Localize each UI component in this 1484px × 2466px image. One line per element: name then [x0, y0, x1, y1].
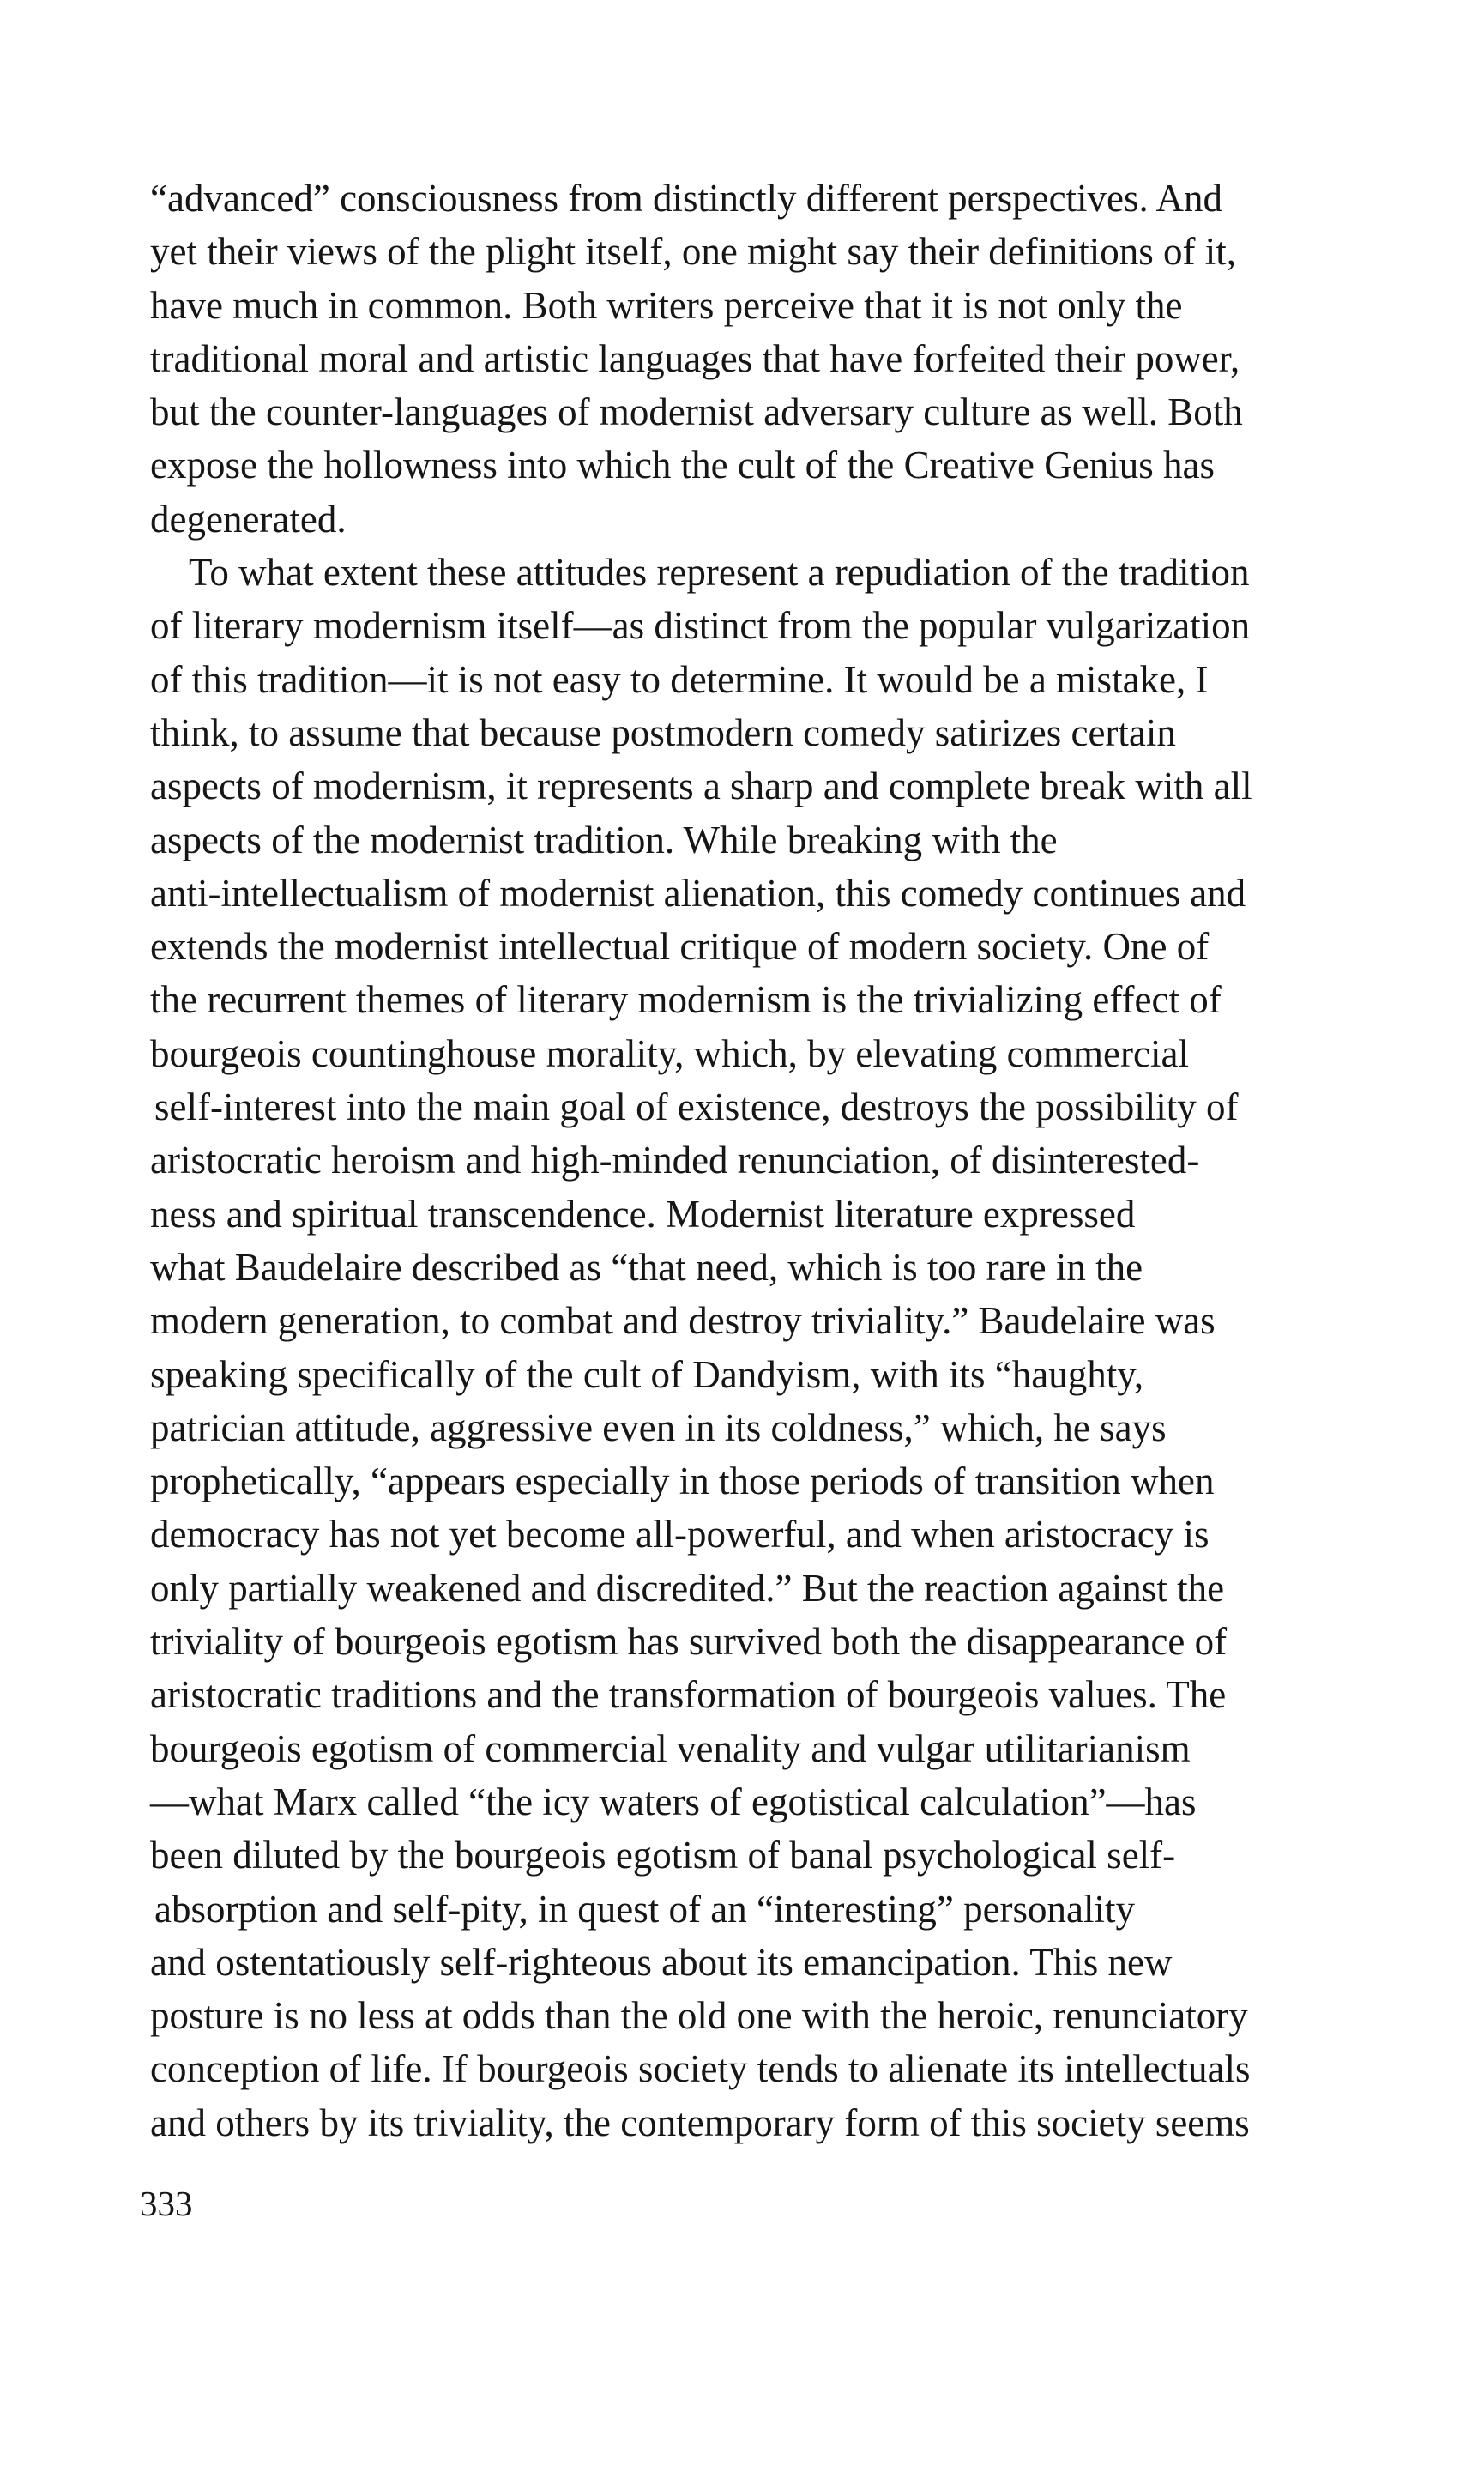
text-line-31: —what Marx called “the icy waters of egotistical calculation”—has [150, 1780, 1197, 1823]
text-line-19: aristocratic heroism and high-minded renunciation, of disinterested- [150, 1139, 1200, 1182]
text-line-29: aristocratic traditions and the transformation of bourgeois values. The [150, 1673, 1227, 1717]
text-line-36: conception of life. If bourgeois society tends to alienate its intellectuals [150, 2047, 1251, 2091]
text-line-1: “advanced” consciousness from distinctly different perspectives. And [150, 177, 1223, 220]
text-line-27: only partially weakened and discredited.” But the reaction against the [150, 1566, 1225, 1610]
text-line-15: extends the modernist intellectual critique of modern society. One of [150, 925, 1210, 969]
text-line-18: self-interest into the main goal of existence, destroys the possibility of [154, 1085, 1239, 1129]
body-text [150, 172, 1351, 2149]
page-number: 333 [140, 2184, 193, 2223]
text-line-37: and others by its triviality, the contemporary form of this society seems [150, 2100, 1250, 2144]
text-line-7: degenerated. [150, 497, 347, 541]
text-line-35: posture is no less at odds than the old one with the heroic, renunciatory [150, 1994, 1248, 2038]
text-line-8: To what extent these attitudes represent a repudiation of the tradition [189, 551, 1250, 595]
text-line-2: yet their views of the plight itself, one might say their definitions of it, [150, 230, 1237, 274]
text-line-20: ness and spiritual transcendence. Modernist literature expressed [150, 1192, 1136, 1236]
text-line-32: been diluted by the bourgeois egotism of banal psychological self- [150, 1834, 1176, 1877]
text-line-26: democracy has not yet become all-powerful, and when aristocracy is [150, 1513, 1210, 1556]
text-line-25: prophetically, “appears especially in those periods of transition when [150, 1460, 1215, 1503]
text-line-21: what Baudelaire described as “that need, which is too rare in the [150, 1245, 1143, 1289]
text-line-10: of this tradition—it is not easy to determine. It would be a mistake, I [150, 657, 1209, 701]
text-line-34: and ostentatiously self-righteous about its emancipation. This new [150, 1940, 1173, 1984]
text-line-13: aspects of the modernist tradition. While breaking with the [150, 818, 1058, 861]
text-line-28: triviality of bourgeois egotism has survived both the disappearance of [150, 1620, 1228, 1664]
text-line-17: bourgeois countinghouse morality, which, by elevating commercial [150, 1031, 1189, 1075]
text-line-11: think, to assume that because postmodern comedy satirizes certain [150, 710, 1176, 754]
text-line-30: bourgeois egotism of commercial venality and vulgar utilitarianism [150, 1726, 1191, 1770]
text-line-33: absorption and self-pity, in quest of an “interesting” personality [154, 1887, 1136, 1931]
text-line-23: speaking specifically of the cult of Dandyism, with its “haughty, [150, 1352, 1144, 1396]
text-line-24: patrician attitude, aggressive even in its coldness,” which, he says [150, 1405, 1167, 1449]
text-line-12: aspects of modernism, it represents a sharp and complete break with all [150, 765, 1252, 808]
text-line-3: have much in common. Both writers perceive that it is not only the [150, 283, 1183, 327]
text-line-16: the recurrent themes of literary modernism is the trivializing effect of [150, 978, 1222, 1022]
text-line-6: expose the hollowness into which the cult of the Creative Genius has [150, 444, 1215, 487]
text-line-9: of literary modernism itself—as distinct from the popular vulgarization [150, 604, 1251, 648]
text-line-14: anti-intellectualism of modernist alienation, this comedy continues and [150, 871, 1246, 915]
text-line-22: modern generation, to combat and destroy triviality.” Baudelaire was [150, 1299, 1216, 1343]
text-line-4: traditional moral and artistic languages that have forfeited their power, [150, 336, 1240, 380]
text-line-5: but the counter-languages of modernist adversary culture as well. Both [150, 390, 1243, 434]
